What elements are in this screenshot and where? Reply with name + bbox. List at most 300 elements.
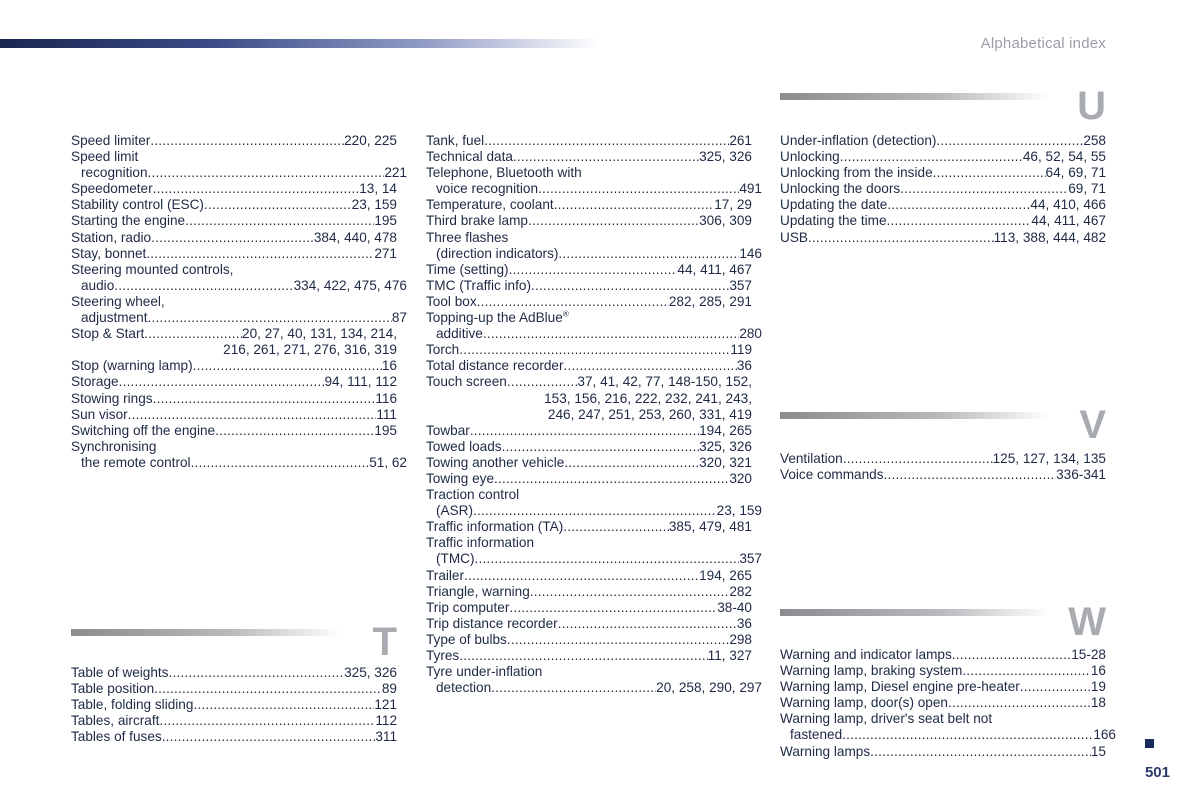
index-pages: 23, 159 bbox=[716, 503, 762, 519]
dot-leader bbox=[153, 181, 360, 197]
section-letter: U bbox=[1077, 84, 1106, 128]
index-entry-row bbox=[426, 503, 762, 519]
index-term: Switching off the engine bbox=[71, 422, 216, 438]
index-entry bbox=[780, 213, 1106, 229]
dot-leader bbox=[151, 230, 314, 246]
index-term: Speedometer bbox=[71, 181, 153, 197]
dot-leader bbox=[509, 600, 717, 616]
index-column-w bbox=[780, 647, 1116, 760]
index-pages: 491 bbox=[739, 181, 762, 197]
index-entry-heading: Steering wheel, bbox=[71, 293, 165, 309]
index-pages: 311 bbox=[375, 729, 397, 745]
index-term: Towbar bbox=[426, 422, 470, 438]
index-entry-row bbox=[71, 665, 397, 681]
index-pages: 16 bbox=[1090, 663, 1106, 679]
index-term: Stop (warning lamp) bbox=[71, 358, 193, 374]
index-term: Tables, aircraft bbox=[71, 713, 160, 729]
index-entry-row bbox=[71, 729, 397, 745]
dot-leader bbox=[483, 326, 739, 342]
dot-leader bbox=[153, 391, 376, 407]
index-term: fastened bbox=[790, 727, 843, 743]
dot-leader bbox=[162, 729, 376, 745]
index-pages: 20, 27, 40, 131, 134, 214, bbox=[242, 326, 397, 342]
index-term: Type of bulbs bbox=[426, 631, 507, 647]
index-term: Third brake lamp bbox=[426, 213, 528, 229]
index-term: Tables of fuses bbox=[71, 729, 162, 745]
index-entry-row bbox=[426, 181, 762, 197]
dot-leader bbox=[154, 681, 382, 697]
index-entry bbox=[71, 729, 397, 745]
index-pages: 194, 265 bbox=[699, 567, 752, 583]
index-entry-row bbox=[780, 230, 1106, 246]
index-entry bbox=[780, 663, 1106, 679]
section-letter: T bbox=[372, 620, 397, 664]
dot-leader bbox=[473, 503, 717, 519]
index-pages: 357 bbox=[729, 277, 752, 293]
index-entry-row bbox=[71, 197, 397, 213]
page-marker-square bbox=[1145, 739, 1154, 748]
index-entry-row bbox=[780, 663, 1106, 679]
index-entry bbox=[426, 487, 762, 519]
index-term: (ASR) bbox=[436, 503, 474, 519]
index-entry bbox=[426, 229, 762, 262]
index-term: Unlocking bbox=[780, 149, 840, 165]
index-pages: 125, 127, 134, 135 bbox=[992, 451, 1106, 466]
index-pages: 51, 62 bbox=[369, 454, 407, 470]
index-entry bbox=[71, 133, 397, 149]
index-entry bbox=[71, 230, 397, 246]
index-term: Temperature, coolant bbox=[426, 197, 554, 213]
dot-leader bbox=[808, 230, 994, 246]
index-term: Trailer bbox=[426, 567, 465, 583]
dot-leader bbox=[513, 149, 699, 165]
dot-leader bbox=[191, 455, 370, 471]
dot-leader bbox=[193, 358, 382, 374]
index-entry-row bbox=[426, 262, 752, 278]
index-entry bbox=[71, 374, 397, 390]
dot-leader bbox=[531, 278, 729, 294]
dot-leader bbox=[530, 584, 730, 600]
index-entry-row bbox=[780, 727, 1116, 743]
index-term: adjustment bbox=[81, 310, 148, 326]
section-letter: W bbox=[1068, 600, 1106, 644]
index-term: Traffic information (TA) bbox=[426, 519, 564, 535]
index-entry bbox=[426, 423, 752, 439]
index-entry-row bbox=[426, 584, 752, 600]
index-entry-row bbox=[426, 519, 752, 535]
dot-leader bbox=[952, 647, 1071, 663]
index-entry-row bbox=[426, 423, 752, 439]
index-entry-row bbox=[426, 439, 752, 455]
index-pages: 87 bbox=[391, 310, 407, 326]
page-number: 501 bbox=[1144, 764, 1170, 781]
index-term: the remote control bbox=[81, 454, 191, 470]
index-entry-row bbox=[71, 246, 397, 262]
index-entry-row bbox=[780, 695, 1106, 711]
index-term: Tank, fuel bbox=[426, 133, 485, 148]
index-entry-row bbox=[780, 467, 1106, 483]
index-entry-row bbox=[71, 407, 397, 423]
header-gradient-bar bbox=[0, 39, 600, 48]
index-entry-heading: Topping-up the AdBlue® bbox=[426, 309, 569, 326]
index-entry bbox=[780, 181, 1106, 197]
index-pages: 20, 258, 290, 297 bbox=[656, 680, 762, 696]
section-header-v bbox=[780, 405, 1106, 445]
dot-leader bbox=[900, 181, 1068, 197]
dot-leader bbox=[215, 423, 374, 439]
dot-leader bbox=[148, 165, 385, 181]
index-entry-row bbox=[426, 149, 752, 165]
section-letter: V bbox=[1079, 403, 1106, 447]
index-term: Updating the date bbox=[780, 197, 888, 213]
index-entry-heading: Steering mounted controls, bbox=[71, 261, 234, 277]
index-term: Tyres bbox=[426, 648, 460, 663]
dot-leader bbox=[193, 697, 374, 713]
index-entry-row bbox=[71, 326, 397, 342]
section-bar bbox=[780, 412, 1050, 419]
index-entry-row bbox=[780, 647, 1106, 663]
index-pages: 94, 111, 112 bbox=[324, 374, 397, 390]
index-column-t bbox=[71, 665, 397, 745]
index-term: Warning and indicator lamps bbox=[780, 647, 952, 662]
index-entry bbox=[426, 584, 752, 600]
index-entry bbox=[71, 246, 397, 262]
index-entry-row bbox=[426, 568, 752, 584]
index-term: Stowing rings bbox=[71, 390, 153, 406]
dot-leader bbox=[502, 439, 700, 455]
dot-leader bbox=[464, 568, 699, 584]
index-entry bbox=[71, 697, 397, 713]
index-entry bbox=[426, 197, 752, 213]
index-term: Warning lamps bbox=[780, 743, 871, 759]
index-entry-row bbox=[426, 600, 752, 616]
index-entry-row bbox=[426, 648, 752, 664]
index-entry bbox=[426, 133, 752, 149]
index-entry bbox=[426, 455, 752, 471]
index-pages: 261 bbox=[729, 133, 752, 148]
index-entry-row bbox=[426, 471, 752, 487]
index-term: Under-inflation (detection) bbox=[780, 133, 937, 148]
dot-leader bbox=[842, 727, 1093, 743]
index-entry bbox=[426, 165, 762, 197]
index-pages: 221 bbox=[384, 165, 407, 181]
index-pages: 37, 41, 42, 77, 148-150, 152, bbox=[577, 374, 752, 390]
index-term: Towing another vehicle bbox=[426, 454, 565, 470]
index-entry bbox=[780, 467, 1106, 483]
index-term: Stability control (ESC) bbox=[71, 197, 204, 213]
section-header-w bbox=[780, 602, 1106, 642]
index-entry-row bbox=[71, 391, 397, 407]
dot-leader bbox=[843, 451, 993, 467]
index-entry bbox=[426, 213, 752, 229]
index-entry-row bbox=[71, 423, 397, 439]
index-pages: 334, 422, 475, 476 bbox=[293, 277, 407, 293]
index-term: Stay, bonnet bbox=[71, 245, 147, 261]
index-entry bbox=[426, 278, 752, 294]
page-header-title: Alphabetical index bbox=[980, 35, 1106, 52]
index-pages: 36 bbox=[736, 358, 752, 374]
dot-leader bbox=[884, 467, 1057, 483]
index-entry-row bbox=[426, 197, 752, 213]
index-column-v bbox=[780, 451, 1106, 483]
registered-mark: ® bbox=[562, 309, 569, 319]
index-term: Trip computer bbox=[426, 599, 510, 615]
index-pages: 280 bbox=[739, 326, 762, 342]
index-entry-heading: Synchronising bbox=[71, 438, 157, 454]
dot-leader bbox=[528, 213, 699, 229]
dot-leader bbox=[114, 278, 293, 294]
dot-leader bbox=[887, 213, 1032, 229]
index-entry-row bbox=[71, 374, 397, 390]
index-pages: 89 bbox=[381, 681, 397, 697]
index-pages: 146 bbox=[739, 245, 762, 261]
index-pages: 19 bbox=[1090, 679, 1106, 695]
index-pages: 23, 159 bbox=[351, 197, 397, 213]
index-column-t2 bbox=[426, 133, 762, 696]
dot-leader bbox=[185, 213, 374, 229]
index-column-u bbox=[780, 133, 1106, 246]
index-entry-row bbox=[426, 455, 752, 471]
index-term: TMC (Traffic info) bbox=[426, 277, 531, 293]
index-term: voice recognition bbox=[436, 181, 539, 197]
dot-leader bbox=[204, 197, 352, 213]
index-term: Torch bbox=[426, 342, 460, 358]
dot-leader bbox=[144, 326, 242, 342]
dot-leader bbox=[494, 471, 729, 487]
index-term: Table, folding sliding bbox=[71, 697, 194, 713]
index-term: Storage bbox=[71, 374, 119, 390]
index-entry bbox=[426, 616, 752, 632]
dot-leader bbox=[470, 423, 699, 439]
index-entry bbox=[71, 681, 397, 697]
index-entry-row bbox=[780, 679, 1106, 695]
dot-leader bbox=[168, 665, 344, 681]
index-entry bbox=[426, 600, 752, 616]
index-entry bbox=[71, 326, 397, 358]
index-entry bbox=[426, 439, 752, 455]
index-term: Table of weights bbox=[71, 665, 169, 680]
index-entry-row bbox=[780, 133, 1106, 149]
index-pages: 306, 309 bbox=[699, 213, 752, 229]
index-entry-row bbox=[426, 358, 752, 374]
index-term: Touch screen bbox=[426, 374, 507, 390]
index-pages: 121 bbox=[374, 697, 397, 713]
index-entry bbox=[426, 309, 762, 342]
dot-leader bbox=[1020, 679, 1091, 695]
dot-leader bbox=[459, 648, 707, 664]
index-pages: 166 bbox=[1093, 727, 1116, 743]
dot-leader bbox=[870, 744, 1091, 760]
index-entry-row bbox=[426, 133, 752, 149]
index-entry-row bbox=[780, 213, 1106, 229]
dot-leader bbox=[119, 374, 325, 390]
index-pages: 111 bbox=[376, 406, 397, 422]
index-entry-heading: Speed limit bbox=[71, 149, 139, 165]
index-entry-heading: Warning lamp, driver's seat belt not bbox=[780, 711, 993, 727]
index-entry-row bbox=[426, 374, 752, 390]
index-pages: 325, 326 bbox=[344, 665, 397, 680]
index-entry-row bbox=[780, 181, 1106, 197]
index-entry bbox=[426, 648, 752, 664]
index-entry bbox=[426, 342, 752, 358]
dot-leader bbox=[484, 133, 729, 149]
index-pages: 194, 265 bbox=[699, 422, 752, 438]
index-term: Warning lamp, door(s) open bbox=[780, 695, 948, 711]
index-entry bbox=[426, 374, 752, 422]
dot-leader bbox=[159, 713, 375, 729]
index-entry-row bbox=[71, 697, 397, 713]
dot-leader bbox=[146, 246, 374, 262]
dot-leader bbox=[554, 197, 715, 213]
index-term: Sun visor bbox=[71, 406, 128, 422]
section-bar bbox=[780, 609, 1050, 616]
index-term: Warning lamp, braking system bbox=[780, 663, 963, 679]
index-entry bbox=[780, 711, 1116, 743]
index-entry bbox=[71, 213, 397, 229]
index-term: additive bbox=[436, 326, 483, 342]
index-pages: 325, 326 bbox=[699, 149, 752, 165]
index-entry bbox=[71, 665, 397, 681]
dot-leader bbox=[507, 374, 578, 390]
index-term: Table position bbox=[71, 681, 155, 697]
index-pages: 112 bbox=[375, 713, 397, 729]
dot-leader bbox=[509, 262, 678, 278]
dot-leader bbox=[563, 519, 669, 535]
index-pages: 15 bbox=[1090, 743, 1106, 759]
index-entry bbox=[71, 181, 397, 197]
index-term: (TMC) bbox=[436, 551, 475, 567]
index-term: Total distance recorder bbox=[426, 358, 564, 374]
index-pages: 325, 326 bbox=[699, 438, 752, 454]
index-entry bbox=[780, 647, 1106, 663]
index-entry-row bbox=[71, 713, 397, 729]
dot-leader bbox=[962, 663, 1091, 679]
index-pages: 220, 225 bbox=[344, 133, 397, 148]
index-term: Time (setting) bbox=[426, 261, 509, 277]
index-pages: 44, 411, 467 bbox=[677, 261, 752, 277]
index-entry bbox=[426, 471, 752, 487]
index-entry-row bbox=[426, 342, 752, 358]
index-entry-row bbox=[780, 451, 1106, 467]
index-entry-heading: Traffic information bbox=[426, 535, 535, 551]
dot-leader bbox=[936, 133, 1083, 149]
index-entry bbox=[71, 149, 407, 181]
index-term: Trip distance recorder bbox=[426, 615, 558, 631]
index-column-s bbox=[71, 133, 407, 471]
index-term: Technical data bbox=[426, 149, 513, 165]
index-entry bbox=[426, 294, 752, 310]
dot-leader bbox=[459, 342, 730, 358]
index-term: (direction indicators) bbox=[436, 245, 559, 261]
index-entry bbox=[71, 293, 407, 326]
index-entry bbox=[780, 230, 1106, 246]
section-bar bbox=[71, 629, 341, 636]
index-entry-row bbox=[71, 165, 407, 181]
index-pages: 36 bbox=[736, 615, 752, 631]
index-entry bbox=[71, 423, 397, 439]
index-entry bbox=[71, 407, 397, 423]
index-pages: 320 bbox=[729, 470, 752, 486]
index-pages: 384, 440, 478 bbox=[313, 229, 397, 245]
index-entry bbox=[426, 358, 752, 374]
index-term: Towing eye bbox=[426, 470, 495, 486]
index-term: Stop & Start bbox=[71, 326, 145, 342]
index-entry bbox=[71, 391, 397, 407]
index-entry bbox=[780, 149, 1106, 165]
section-header-u bbox=[780, 86, 1106, 126]
index-pages: 44, 410, 466 bbox=[1030, 197, 1106, 213]
index-pages: 18 bbox=[1090, 695, 1106, 711]
index-entry bbox=[426, 664, 762, 696]
index-entry-row bbox=[780, 149, 1106, 165]
index-term: Ventilation bbox=[780, 451, 843, 466]
index-pages: 336-341 bbox=[1056, 467, 1106, 483]
index-entry-heading: Traction control bbox=[426, 487, 520, 503]
index-term: Unlocking from the inside bbox=[780, 165, 933, 181]
dot-leader bbox=[128, 407, 377, 423]
index-term: recognition bbox=[81, 165, 148, 181]
dot-leader bbox=[948, 695, 1091, 711]
index-entry-row bbox=[426, 680, 762, 696]
index-pages: 116 bbox=[375, 390, 397, 406]
index-pages: 11, 327 bbox=[707, 648, 752, 663]
index-pages: 282, 285, 291 bbox=[668, 293, 752, 309]
index-entry bbox=[426, 149, 752, 165]
index-entry bbox=[780, 165, 1106, 181]
index-entry-row bbox=[426, 246, 762, 262]
index-term: Voice commands bbox=[780, 467, 884, 483]
index-entry bbox=[71, 713, 397, 729]
index-pages: 298 bbox=[729, 631, 752, 647]
index-entry-row bbox=[426, 326, 762, 342]
index-pages: 17, 29 bbox=[714, 197, 752, 213]
index-entry-row bbox=[780, 165, 1106, 181]
index-pages: 15-28 bbox=[1071, 647, 1106, 662]
index-entry-row bbox=[71, 213, 397, 229]
index-pages-continued: 246, 247, 251, 253, 260, 331, 419 bbox=[547, 406, 752, 422]
dot-leader bbox=[887, 197, 1030, 213]
index-entry bbox=[426, 632, 752, 648]
index-pages: 271 bbox=[374, 245, 397, 261]
index-term: detection bbox=[436, 680, 492, 696]
dot-leader bbox=[558, 246, 739, 262]
index-entry-heading: Three flashes bbox=[426, 229, 509, 245]
index-entry bbox=[71, 358, 397, 374]
index-pages: 113, 388, 444, 482 bbox=[993, 229, 1106, 245]
index-entry-heading: Tyre under-inflation bbox=[426, 664, 543, 680]
index-entry-row bbox=[426, 213, 752, 229]
index-term: Towed loads bbox=[426, 438, 502, 454]
index-entry-row bbox=[780, 197, 1106, 213]
dot-leader bbox=[538, 181, 739, 197]
index-entry bbox=[780, 451, 1106, 467]
index-pages: 13, 14 bbox=[359, 181, 397, 197]
dot-leader bbox=[148, 310, 392, 326]
index-entry-row bbox=[71, 310, 407, 326]
index-pages-continued: 153, 156, 216, 222, 232, 241, 243, bbox=[544, 390, 752, 406]
index-entry-row bbox=[426, 278, 752, 294]
index-pages: 282 bbox=[729, 583, 752, 599]
index-pages: 46, 52, 54, 55 bbox=[1022, 149, 1106, 165]
index-entry bbox=[426, 535, 762, 567]
index-term: Station, radio bbox=[71, 229, 152, 245]
index-entry-row bbox=[426, 632, 752, 648]
index-pages: 64, 69, 71 bbox=[1045, 165, 1106, 181]
index-entry bbox=[426, 568, 752, 584]
index-pages: 119 bbox=[730, 342, 752, 358]
index-pages: 258 bbox=[1083, 133, 1106, 148]
index-entry-row bbox=[426, 616, 752, 632]
